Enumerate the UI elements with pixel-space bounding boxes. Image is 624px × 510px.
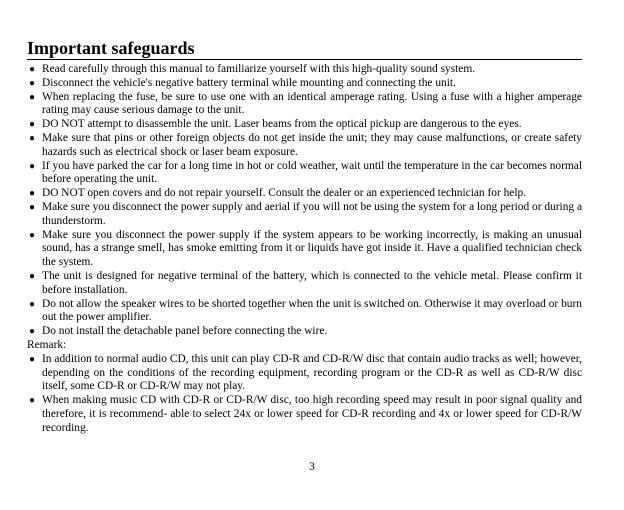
list-item-text: The unit is designed for negative terminal of the battery, which is connected to the vehicle metal. Please confirm it before installation. [42, 269, 582, 296]
list-item [27, 118, 582, 132]
safeguards-list [27, 63, 582, 339]
list-item [27, 270, 582, 298]
bullet-icon: ● [29, 91, 36, 103]
bullet-icon: ● [29, 132, 36, 144]
list-item-text: Do not install the detachable panel before connecting the wire. [42, 325, 328, 338]
list-item [27, 91, 582, 119]
list-item-text: Do not allow the speaker wires to be shorted together when the unit is switched on. Otherwise it may overload or burn out the power amplifier. [42, 297, 582, 324]
list-item-text: When making music CD with CD-R or CD-R/W disc, too high recording speed may result in poor signal quality and therefore, it is recommend- able to select 24x or lower speed for CD-R recording and 4x or lower speed for CD-R/W recording. [42, 394, 582, 434]
list-item [27, 325, 582, 339]
list-item [27, 77, 582, 91]
list-item-text: DO NOT open covers and do not repair yourself. Consult the dealer or an experienced technician for help. [42, 187, 527, 200]
list-item-text: Make sure you disconnect the power supply if the system appears to be working incorrectly, is making an unusual sound, has a strange smell, has smoke emitting from it or liquids have got inside it. Have a qualified technician check the system. [42, 228, 582, 269]
bullet-icon: ● [29, 270, 36, 282]
page-title: Important safeguards [27, 38, 582, 60]
bullet-icon: ● [29, 395, 36, 407]
bullet-icon: ● [29, 201, 36, 213]
bullet-icon: ● [29, 353, 36, 365]
bullet-icon: ● [29, 229, 36, 241]
list-item [27, 394, 582, 435]
list-item [27, 353, 582, 394]
remarks-list [27, 353, 582, 436]
list-item [27, 132, 582, 160]
bullet-icon: ● [29, 64, 36, 75]
bullet-icon: ● [29, 298, 36, 310]
list-item-text: In addition to normal audio CD, this unit can play CD-R and CD-R/W disc that contain audio tracks as well; however, depending on the conditions of the recording equipment, recording program or the CD-R as well as CD-R/W disc itself, some CD-R or CD-R/W may not play. [42, 352, 582, 393]
remark-heading: Remark: [27, 338, 67, 351]
list-item-text: DO NOT attempt to disassemble the unit. Laser beams from the optical pickup are dangerous to the eyes. [42, 118, 522, 131]
bullet-icon: ● [29, 188, 36, 200]
list-item [27, 298, 582, 326]
list-item-text: If you have parked the car for a long time in hot or cold weather, wait until the temperature in the car becomes normal before operating the unit. [42, 159, 582, 186]
bullet-icon: ● [29, 326, 36, 338]
list-item-text: Make sure you disconnect the power supply and aerial if you will not be using the system for a long period or during a thunderstorm. [42, 200, 582, 227]
bullet-icon: ● [29, 77, 36, 89]
list-item [27, 187, 582, 201]
document-page [27, 38, 582, 436]
bullet-icon: ● [29, 119, 36, 131]
bullet-icon: ● [29, 160, 36, 172]
list-item-text: Make sure that pins or other foreign objects do not get inside the unit; they may cause malfunctions, or create safety hazards such as electrical shock or laser beam exposure. [42, 131, 582, 158]
page-number: 3 [309, 461, 315, 473]
list-item [27, 201, 582, 229]
list-item [27, 63, 582, 77]
list-item [27, 229, 582, 270]
list-item-text: When replacing the fuse, be sure to use one with an identical amperage rating. Using a fuse with a higher amperage rating may cause serious damage to the unit. [42, 90, 582, 117]
list-item [27, 160, 582, 188]
list-item-text: Disconnect the vehicle's negative battery terminal while mounting and connecting the unit. [42, 76, 456, 89]
list-item-text: Read carefully through this manual to familiarize yourself with this high-quality sound system. [42, 63, 476, 75]
